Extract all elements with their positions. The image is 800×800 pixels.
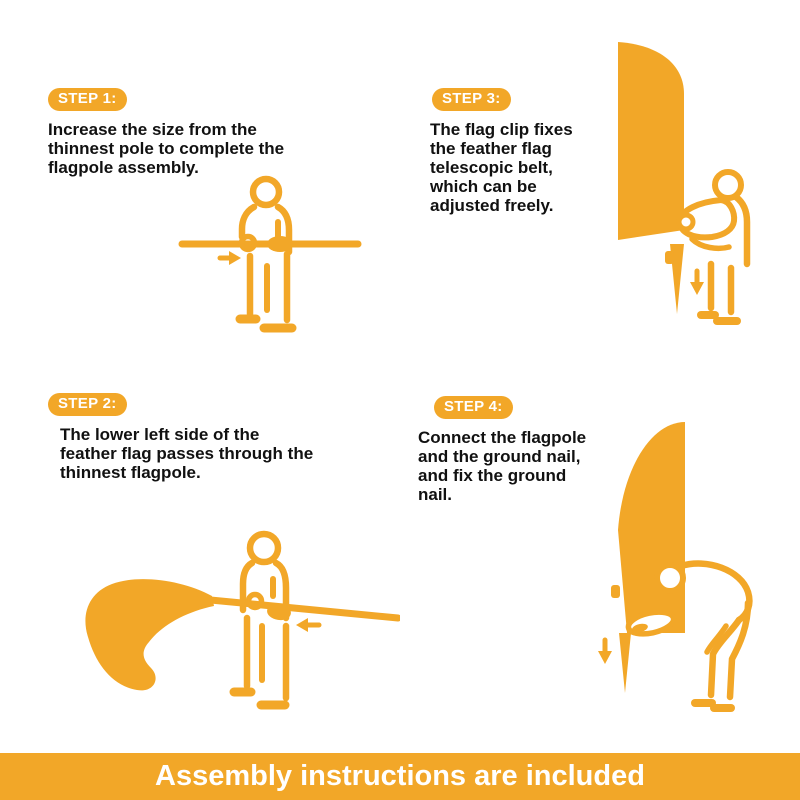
person-figure xyxy=(240,179,293,328)
step-2-text xyxy=(60,425,313,482)
step-1-line: Increase the size from the xyxy=(48,120,257,139)
step-1-text xyxy=(48,120,284,177)
step-1-line: thinnest pole to complete the xyxy=(48,139,285,158)
down-arrow-icon xyxy=(690,271,704,295)
right-arrow-icon xyxy=(220,251,241,265)
step-1-line: flagpole assembly. xyxy=(48,158,199,177)
head xyxy=(253,179,279,205)
hand xyxy=(267,236,293,252)
feather-flag xyxy=(618,42,684,240)
flag-clip xyxy=(611,585,620,598)
thinnest-pole xyxy=(200,599,398,618)
step-2-section xyxy=(48,393,313,482)
step-1-badge: STEP 1: xyxy=(48,88,127,111)
head xyxy=(657,565,683,591)
step-4-line: Connect the flagpole xyxy=(418,428,587,447)
step-3-badge: STEP 3: xyxy=(432,88,511,111)
draped-flag xyxy=(85,579,214,690)
step-2-badge: STEP 2: xyxy=(48,393,127,416)
step-4-line: and the ground nail, xyxy=(418,447,581,466)
step-4-text xyxy=(418,428,586,504)
step-1-section xyxy=(48,88,284,177)
step-3-line: the feather flag xyxy=(430,139,552,158)
step-4-line: and fix the ground xyxy=(418,466,567,485)
head xyxy=(250,534,278,562)
person-figure xyxy=(234,534,292,705)
step-3-section xyxy=(430,88,573,215)
step-3-line: The flag clip fixes xyxy=(430,120,573,139)
step-2-illustration xyxy=(55,522,400,717)
step-4-section xyxy=(418,396,586,504)
step-4-line: nail. xyxy=(418,485,453,504)
step-3-line: telescopic belt, xyxy=(430,158,553,177)
hand xyxy=(679,215,693,229)
step-3-line: which can be xyxy=(430,177,537,196)
step-4-illustration xyxy=(591,411,769,726)
banner xyxy=(0,753,800,800)
left-arrow-icon xyxy=(296,618,319,632)
banner-label: Assembly instructions are included xyxy=(155,760,645,792)
step-3-text xyxy=(430,120,573,215)
flag-clip xyxy=(665,251,674,264)
step-4-badge: STEP 4: xyxy=(434,396,513,419)
step-2-line: feather flag passes through the xyxy=(60,444,314,463)
head xyxy=(715,172,741,198)
step-2-line: thinnest flagpole. xyxy=(60,463,201,482)
ground-nail xyxy=(619,633,631,693)
step-1-illustration xyxy=(172,172,362,340)
down-arrow-icon xyxy=(598,640,612,664)
step-3-line: adjusted freely. xyxy=(430,196,554,215)
person-figure xyxy=(679,172,747,321)
step-2-line: The lower left side of the xyxy=(60,425,260,444)
step-3-illustration xyxy=(604,18,762,338)
